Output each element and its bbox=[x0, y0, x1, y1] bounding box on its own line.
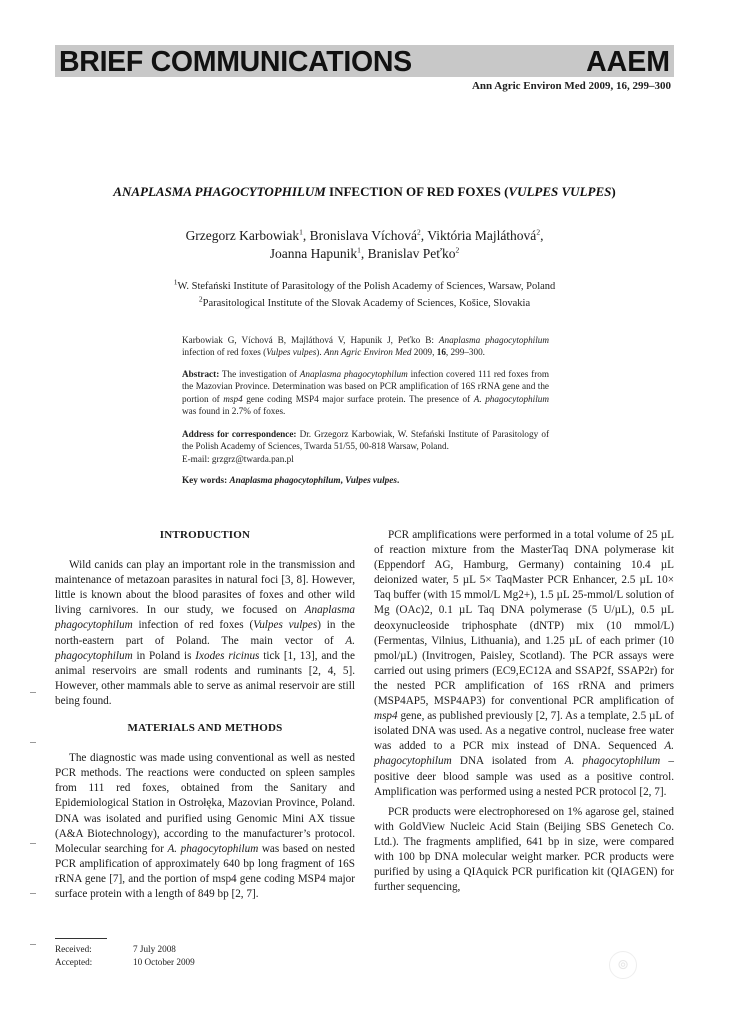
citation-reference: Karbowiak G, Víchová B, Majláthová V, Hapunik J, Peťko B: Anaplasma phagocytophilum infection of red foxes (Vulpes vulpes). Ann Agric Environ Med 2009, 16, 299–300. bbox=[182, 335, 549, 358]
author: Joanna Hapunik bbox=[269, 246, 358, 261]
affiliation-2: $^2$Parasitological Institute of the Slovak Academy of Sciences, Košice, Slovakia bbox=[198, 294, 531, 309]
author-list: Grzegorz Karbowiak$^1$, Bronislava Víchová$^2$, Viktória Majláthová$^2$, Joanna Hapunik$^1$, Branislav Peťko$^2$ bbox=[185, 227, 544, 261]
author: Branislav Peťko bbox=[367, 246, 456, 261]
accepted-date: 10 October 2009 bbox=[133, 956, 195, 967]
keywords: Key words: Anaplasma phagocytophilum, Vulpes vulpes. bbox=[182, 475, 400, 485]
author: Viktória Majláthová bbox=[427, 228, 537, 243]
section-title: BRIEF COMMUNICATIONS bbox=[59, 46, 412, 78]
right-column bbox=[374, 528, 674, 900]
electrophoresis-paragraph: PCR products were electrophoresed on 1% agarose gel, stained with GoldView Nucleic Acid Stain (Beijing SBS Genetech Co. Ltd.). The fragments amplified, 641 bp in size, were compared with 100 bp DNA molecular weight marker. PCR products were purified by using a QIAquick PCR purification kit (QIAGEN) for further sequencing, bbox=[374, 805, 674, 894]
abstract: Abstract: The investigation of Anaplasma phagocytophilum infection covered 111 red foxes from the Mazovian Province. Determination was based on PCR amplification of 16S rRNA gene and the portion of msp4 gene coding MSP4 major surface protein. The presence of A. phagocytophilum was found in 2.7% of foxes. bbox=[182, 369, 550, 416]
margin-mark bbox=[30, 893, 36, 894]
affiliation-1: $^1$W. Stefański Institute of Parasitology of the Polish Academy of Sciences, Warsaw, Poland bbox=[173, 277, 556, 292]
pcr-paragraph: PCR amplifications were performed in a total volume of 25 µL of reaction mixture from the MasterTaq DNA polymerase kit (Eppendorf AG, Hamburg, Germany) containing 10.4 µL deionized water, 5 µL 5× TaqMaster PCR Enhancer, 2.5 µL 10× Taq buffer (with 15 mmol/L Mg2+), 1.5 µL 25-mmol/L solution of Mg (OAc)2, 0.1 µL Taq DNA polymerase (5 U/µL), 0.5 µL deoxynucleoside triphosphate (dNTP) mix (10 mmol/L) (Fermentas, Vilnius, Lithuania), and 1.25 µL of each primer (10 pmol/µL) (Invitrogen, Paisley, Scotland). The PCR assays were carried out using primers (EC9,EC12A and SSAP2f, SSAP2r) for the nested PCR amplification of 16S rRNA and primers (MSP4AP5, MSP4AP3) for conventional PCR amplification of msp4 gene, as published previously [2, 7]. As a template, 2.5 µL of isolated DNA was used. As a negative control, nuclease free water was added to a PCR mix instead of DNA. Sequenced A. phagocytophilum DNA isolated from A. phagocytophilum – positive deer blood sample was used as a positive control. Amplification was performed using a nested PCR protocol [2, 7]. bbox=[374, 529, 675, 798]
watermark-seal-icon: ⊚ bbox=[609, 951, 637, 979]
left-column bbox=[55, 528, 355, 907]
margin-mark bbox=[30, 742, 36, 743]
submission-dates bbox=[55, 943, 195, 968]
methods-heading: MATERIALS AND METHODS bbox=[127, 722, 283, 735]
introduction-paragraph: Wild canids can play an important role in the transmission and maintenance of metazoan parasites in natural foci [3, 8]. However, little is known about the blood parasites of foxes and other wild living carnivores. In our study, we focused on Anaplasma phagocytophilum infection of red foxes (Vulpes vulpes) in the north-eastern part of Poland. The main vector of A. phagocytophilum in Poland is Ixodes ricinus tick [1, 13], and the animal reservoirs are small rodents and ruminants [2, 4, 5]. However, other mammals able to serve as animal reservoir are still being found. bbox=[55, 559, 355, 707]
journal-citation: Ann Agric Environ Med 2009, 16, 299–300 bbox=[471, 80, 671, 92]
methods-paragraph: The diagnostic was made using conventional as well as nested PCR methods. The reactions were conducted on spleen samples from 111 red foxes, obtained from the Sanitary and Epidemiological Station in Ostrołęka, Mazovian Province, Poland. DNA was isolated and purified using Genomic Mini AX tissue (A&A Biotechnology), according to the manufacturer’s protocol. Molecular searching for A. phagocytophilum was based on nested PCR amplification of approximately 640 bp long fragment of 16S rRNA gene [7], and the portion of msp4 gene coding MSP4 major surface protein with a length of 849 bp [2, 7]. bbox=[55, 752, 356, 900]
journal-logo: AAEM bbox=[586, 46, 670, 78]
received-label: Received: bbox=[55, 944, 92, 954]
author: Grzegorz Karbowiak bbox=[185, 228, 300, 243]
email: E-mail: grzgrz@twarda.pan.pl bbox=[182, 453, 294, 464]
margin-mark bbox=[30, 843, 36, 844]
margin-mark bbox=[30, 692, 36, 693]
author: Bronislava Víchová bbox=[309, 228, 417, 243]
header-bar bbox=[55, 45, 674, 77]
abstract-label: Abstract: bbox=[182, 369, 220, 379]
accepted-label: Accepted: bbox=[55, 956, 93, 967]
correspondence: Address for correspondence: Dr. Grzegorz Karbowiak, W. Stefański Institute of Parasitology of the Polish Academy of Sciences, Twarda 51/55, 00-818 Warsaw, Poland. E-mail: grzgrz@twarda.pan.pl bbox=[182, 429, 549, 464]
article-title: ANAPLASMA PHAGOCYTOPHILUM INFECTION OF RED FOXES (VULPES VULPES) bbox=[113, 184, 616, 199]
correspondence-label: Address for correspondence: bbox=[182, 429, 297, 439]
footnote-divider bbox=[55, 938, 107, 939]
introduction-heading: INTRODUCTION bbox=[159, 529, 251, 541]
margin-mark bbox=[30, 944, 36, 945]
received-date: 7 July 2008 bbox=[133, 944, 176, 954]
